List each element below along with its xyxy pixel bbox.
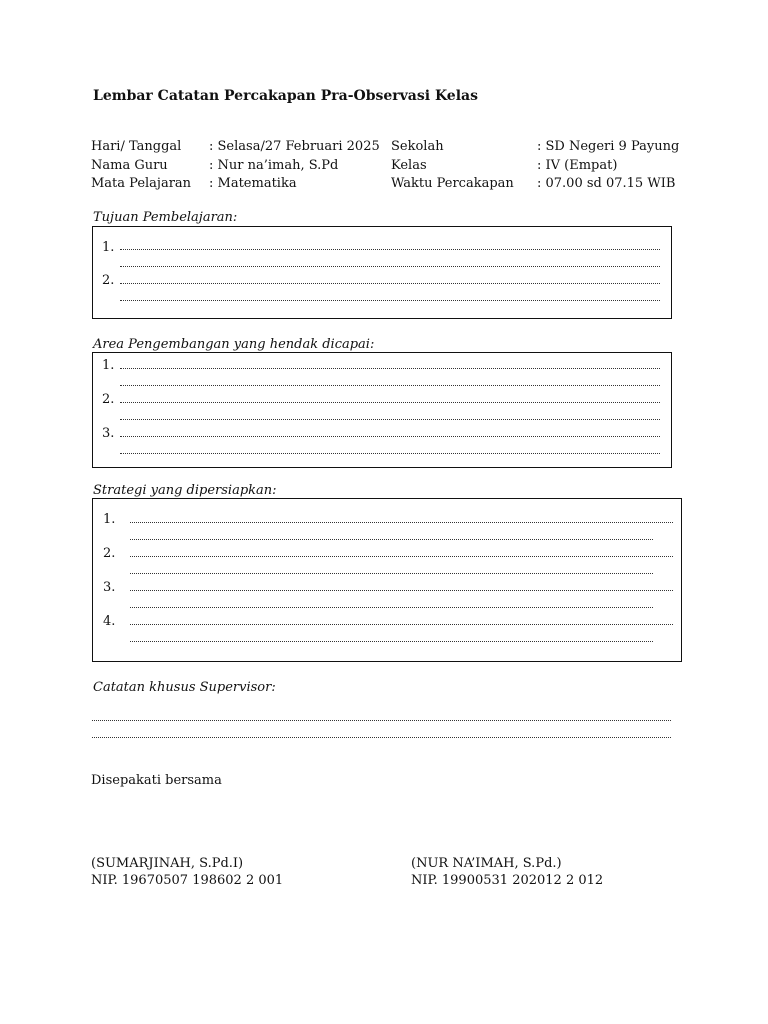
info-left: [91, 138, 380, 194]
area-line-1a[interactable]: [120, 368, 660, 369]
catatan-line-2[interactable]: [92, 737, 671, 738]
strategi-line-4b[interactable]: [130, 641, 653, 642]
area-line-2b[interactable]: [120, 419, 660, 420]
catatan-line-1[interactable]: [92, 720, 671, 721]
strategi-number-4: 4.: [103, 614, 116, 629]
area-line-2a[interactable]: [120, 402, 660, 403]
strategi-number-1: 1.: [103, 512, 116, 527]
school-value: : SD Negeri 9 Payung: [537, 139, 680, 154]
info-row-subject: [91, 175, 380, 194]
area-line-1b[interactable]: [120, 385, 660, 386]
strategi-line-3b[interactable]: [130, 607, 653, 608]
info-row-date: [91, 138, 380, 157]
info-row-teacher: [91, 157, 380, 176]
area-number-2: 2.: [102, 392, 115, 407]
signature-right-nip: NIP. 19900531 202012 2 012: [411, 873, 604, 888]
area-number-3: 3.: [102, 426, 115, 441]
signature-right: [411, 855, 603, 889]
subject-value: : Matematika: [209, 176, 297, 191]
signature-left: [91, 855, 283, 889]
school-label: Sekolah: [391, 139, 444, 154]
area-number-1: 1.: [102, 358, 115, 373]
area-label: Area Pengembangan yang hendak dicapai:: [93, 337, 375, 352]
class-label: Kelas: [391, 157, 427, 173]
tujuan-box[interactable]: [92, 226, 672, 319]
tujuan-label: Tujuan Pembelajaran:: [93, 210, 238, 225]
signature-right-name: (NUR NA’IMAH, S.Pd.): [411, 856, 562, 871]
tujuan-line-2b[interactable]: [120, 300, 660, 301]
date-value: : Selasa/27 Februari 2025: [209, 139, 380, 154]
tujuan-line-1b[interactable]: [120, 266, 660, 267]
strategi-line-1b[interactable]: [130, 539, 653, 540]
teacher-value: : Nur na’imah, S.Pd: [209, 157, 339, 173]
tujuan-line-2a[interactable]: [120, 283, 660, 284]
info-row-class: [391, 157, 679, 176]
info-row-school: [391, 138, 679, 157]
info-right: [391, 138, 679, 194]
class-value: : IV (Empat): [537, 157, 618, 173]
time-label: Waktu Percakapan: [391, 176, 514, 191]
strategi-line-1a[interactable]: [130, 522, 673, 523]
teacher-label: Nama Guru: [91, 157, 168, 173]
strategi-line-3a[interactable]: [130, 590, 673, 591]
area-box[interactable]: [92, 352, 672, 468]
area-line-3b[interactable]: [120, 453, 660, 454]
date-label: Hari/ Tanggal: [91, 139, 182, 154]
strategi-line-4a[interactable]: [130, 624, 673, 625]
signature-left-name: (SUMARJINAH, S.Pd.I): [91, 856, 244, 871]
tujuan-number-2: 2.: [102, 273, 115, 288]
info-row-time: [391, 175, 679, 194]
tujuan-number-1: 1.: [102, 240, 115, 255]
strategi-label: Strategi yang dipersiapkan:: [93, 483, 277, 498]
tujuan-line-1a[interactable]: [120, 249, 660, 250]
strategi-number-3: 3.: [103, 580, 116, 595]
subject-label: Mata Pelajaran: [91, 176, 192, 191]
area-line-3a[interactable]: [120, 436, 660, 437]
agreement-text: Disepakati bersama: [91, 773, 222, 788]
strategi-box[interactable]: [92, 498, 682, 662]
page-title: Lembar Catatan Percakapan Pra-Observasi Kelas: [93, 88, 478, 104]
strategi-line-2a[interactable]: [130, 556, 673, 557]
time-value: : 07.00 sd 07.15 WIB: [537, 176, 676, 191]
strategi-number-2: 2.: [103, 546, 116, 561]
signature-left-nip: NIP. 19670507 198602 2 001: [91, 873, 284, 888]
catatan-label: Catatan khusus Supervisor:: [93, 680, 276, 695]
strategi-line-2b[interactable]: [130, 573, 653, 574]
